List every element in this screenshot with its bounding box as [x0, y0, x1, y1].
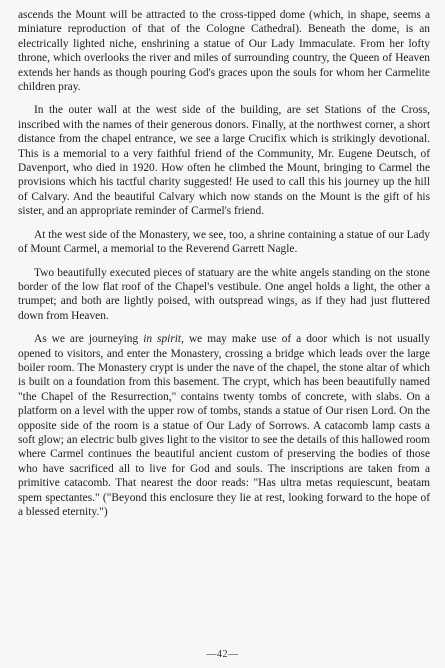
page-number: —42—	[206, 649, 239, 660]
paragraph-2: In the outer wall at the west side of the building, are set Stations of the Cross, inscribed with the names of their generous donors. Finally, at the northwest corner, a short distance from the chapel entrance, we see a large Crucifix which is strikingly devotional. This is a memorial to a very faithful friend of the Community, Mr. Eugene Deutsch, of Davenport, who died in 1920. How often he climbed the Mount, bringing to Carmel the provisions which his tactful charity suggested! He used to call this his journey up the hill of Calvary. And the beautiful Calvary which now stands on the Mount is the gift of his sister, and an appropriate reminder of Carmel's friend.	[18, 104, 430, 218]
paragraph-5-start: As we are journeying	[34, 333, 144, 346]
paragraph-4: Two beautifully executed pieces of statuary are the white angels standing on the stone border of the low flat roof of the Chapel's vestibule. One angel holds a light, the other a trumpet; and both are lightly poised, with outspread wings, as if they had just fluttered down from Heaven.	[18, 266, 430, 322]
body-text	[18, 8, 430, 528]
italic-phrase: in spirit	[143, 333, 182, 346]
paragraph-5	[18, 332, 430, 519]
paragraph-3: At the west side of the Monastery, we see, too, a shrine containing a statue of our Lady of Mount Carmel, a memorial to the Reverend Garrett Nagle.	[18, 228, 430, 256]
paragraph-5-rest: , we may make use of a door which is not usually opened to visitors, and enter the Monastery, crossing a bridge which leads over the large boiler room. The Monastery crypt is under the nave of the chapel, the stone altar of which is built on a foundation from this basement. The crypt, which has been beautifully named "the Chapel of the Resurrection," contains twenty tombs of concrete, with slabs. On a platform on a level with the upper row of tombs, stands a statue of Our risen Lord. On the opposite side of the room is a statue of Our Lady of Sorrows. A catacomb lamp casts a soft glow; an electric bulb gives light to the visitor to see the details of this hallowed room where Carmel continues the beautiful ancient custom of preserving the bodies of those who have sacrificed all to live for God and souls. The inscriptions are taken from a primitive catacomb. That nearest the door reads: "Has ultra metas requiescunt, beatam spem spectantes." ("Beyond this enclosure they lie at rest, looking forward to the hope of a blessed eternity.")	[18, 333, 430, 518]
paragraph-1: ascends the Mount will be attracted to the cross-tipped dome (which, in shape, seems a miniature reproduction of that of the Cologne Cathedral). Beneath the dome, is an electrically lighted niche, enshrining a statue of Our Lady Immaculate. From her lofty throne, which overlooks the river and miles of surrounding country, the Queen of Heaven extends her hands as though pouring God's graces upon the souls for whom her Carmelite children pray.	[18, 9, 430, 94]
